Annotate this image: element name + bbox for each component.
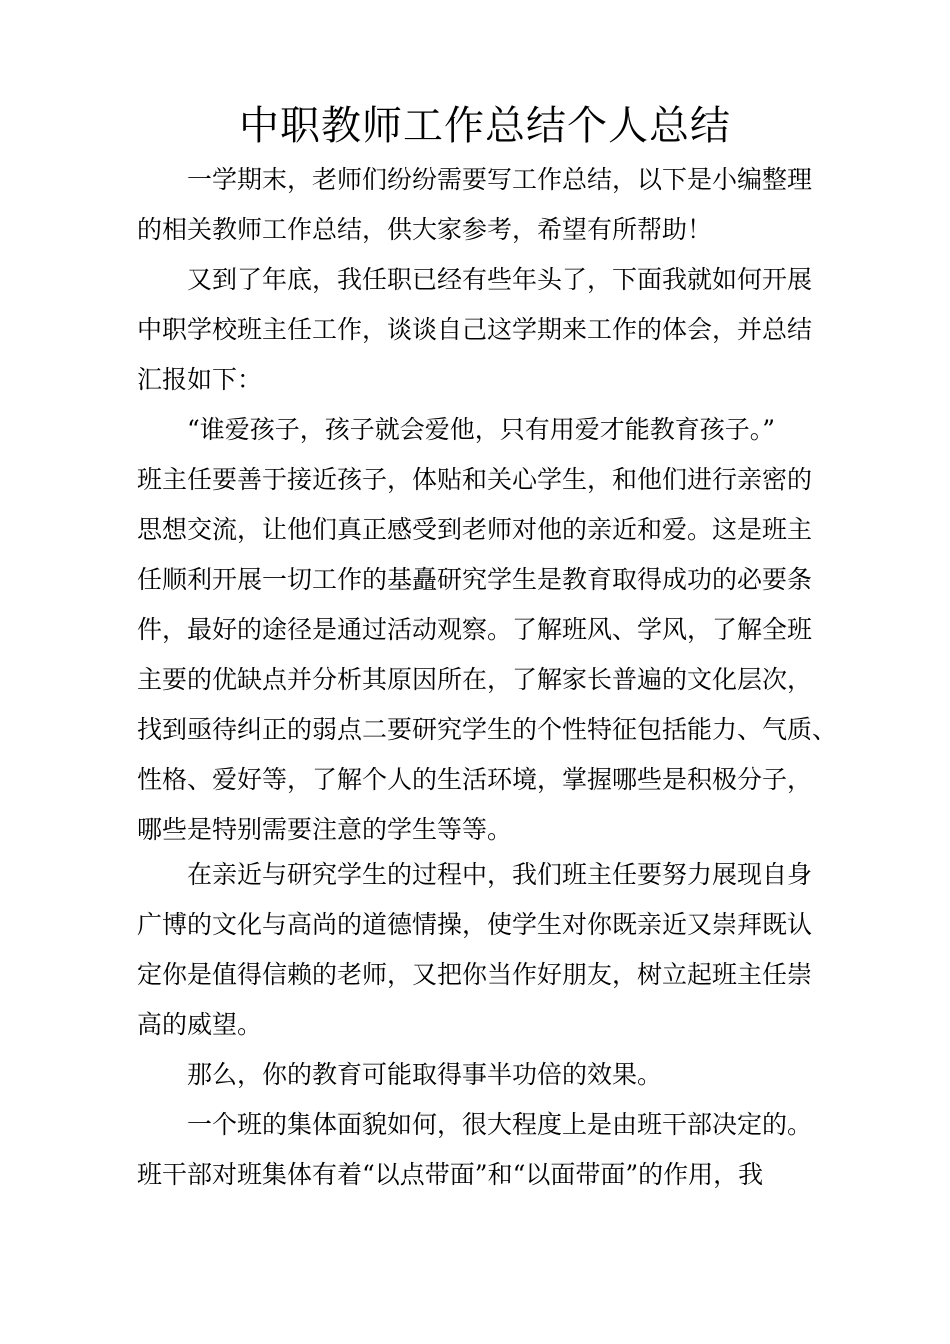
body-line: 班主任要善于接近孩子，体贴和关心学生，和他们进行亲密的	[137, 465, 813, 494]
body-line: 中职学校班主任工作，谈谈自己这学期来工作的体会，并总结	[137, 315, 813, 344]
body-line: 思想交流，让他们真正感受到老师对他的亲近和爱。这是班主	[137, 515, 813, 544]
body-line: 一个班的集体面貌如何，很大程度上是由班干部决定的。	[137, 1110, 813, 1139]
body-line: 广博的文化与高尚的道德情操，使学生对你既亲近又崇拜既认	[137, 910, 813, 939]
body-line: 的相关教师工作总结，供大家参考，希望有所帮助！	[137, 215, 713, 244]
body-line: 主要的优缺点并分析其原因所在，了解家长普遍的文化层次，	[137, 665, 813, 694]
body-line: 高的威望。	[137, 1010, 263, 1039]
body-line: 找到亟待纠正的弱点二要研究学生的个性特征包括能力、气质、	[137, 715, 838, 744]
body-line: 在亲近与研究学生的过程中，我们班主任要努力展现自身	[137, 860, 813, 889]
body-line: 汇报如下：	[137, 365, 263, 394]
body-line: 一学期末，老师们纷纷需要写工作总结，以下是小编整理	[137, 165, 813, 194]
body-line: 哪些是特别需要注意的学生等等。	[137, 815, 513, 844]
body-line: 性格、爱好等，了解个人的生活环境，掌握哪些是积极分子，	[137, 765, 813, 794]
body-line: 件，最好的途径是通过活动观察。了解班风、学风，了解全班	[137, 615, 813, 644]
document-title: 中职教师工作总结个人总结	[239, 103, 731, 149]
body-line: 那么，你的教育可能取得事半功倍的效果。	[137, 1060, 663, 1089]
body-line: 又到了年底，我任职已经有些年头了，下面我就如何开展	[137, 265, 813, 294]
body-line: 定你是值得信赖的老师，又把你当作好朋友，树立起班主任崇	[137, 960, 813, 989]
body-line: 班干部对班集体有着“以点带面”和“以面带面”的作用，我	[137, 1160, 764, 1189]
body-line: 任顺利开展一切工作的基矗研究学生是教育取得成功的必要条	[137, 565, 813, 594]
body-line: “谁爱孩子，孩子就会爱他，只有用爱才能教育孩子。”	[137, 415, 776, 444]
